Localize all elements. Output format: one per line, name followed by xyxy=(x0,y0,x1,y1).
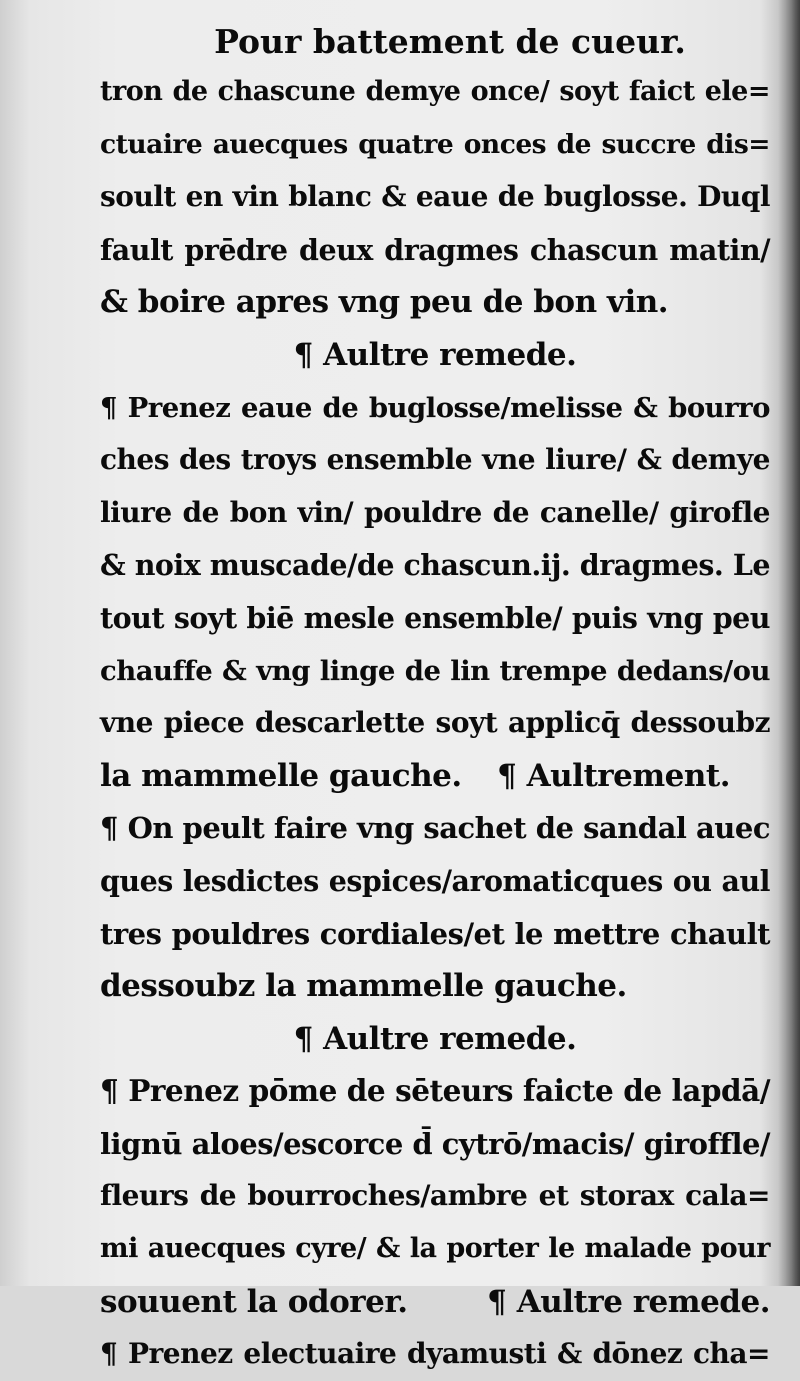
text-line: tron de chascune demye once/ soyt faict ele= xyxy=(100,76,770,107)
text-line: fault prēdre deux dragmes chascun matin/ xyxy=(100,232,770,267)
section-heading: ¶ Aultre remede. xyxy=(487,1283,770,1320)
text-line: la mammelle gauche. xyxy=(100,757,462,794)
text-line: fleurs de bourroches/ambre et storax cala= xyxy=(100,1179,770,1213)
text-line: souuent la odorer. xyxy=(100,1283,408,1320)
text-line: soult en vin blanc & eaue de buglosse. Duql xyxy=(100,180,770,214)
text-line: ¶ Prenez electuaire dyamusti & dōnez cha= xyxy=(100,1337,770,1371)
text-line: ctuaire auecques quatre onces de succre dis= xyxy=(100,128,770,160)
text-line: ¶ Prenez eaue de buglosse/melisse & bourro xyxy=(100,391,770,424)
text-line: & noix muscade/de chascun.ij. dragmes. Le xyxy=(100,548,770,583)
text-line-with-heading xyxy=(100,1276,770,1329)
section-heading: ¶ Aultre remede. xyxy=(293,336,577,373)
text-line: ches des troys ensemble vne liure/ & demye xyxy=(100,443,770,477)
section-heading: ¶ Aultre remede. xyxy=(293,1020,577,1057)
text-line: chauffe & vng linge de lin trempe dedans/ou xyxy=(100,654,770,687)
text-line: tres pouldres cordiales/et le mettre chault xyxy=(100,916,770,951)
text-line: lignū aloes/escorce d̄ cytrō/macis/ giroffle/ xyxy=(100,1126,770,1161)
text-line: & boire apres vng peu de bon vin. xyxy=(100,284,669,321)
text-line: ques lesdictes espices/aromaticques ou aul xyxy=(100,863,770,898)
text-line: ¶ On peult faire vng sachet de sandal auec xyxy=(100,811,770,846)
text-line: ¶ Prenez pōme de sēteurs faicte de lapdā/ xyxy=(100,1073,770,1109)
text-line-with-heading xyxy=(100,750,770,803)
running-head: Pour battement de cueur. xyxy=(214,22,686,61)
text-line: dessoubz la mammelle gauche. xyxy=(100,968,627,1005)
section-heading: ¶ Aultrement. xyxy=(497,757,730,794)
text-line: liure de bon vin/ pouldre de canelle/ girofle xyxy=(100,495,770,529)
text-block xyxy=(100,18,770,1381)
text-line: tout soyt biē mesle ensemble/ puis vng peu xyxy=(100,600,770,635)
text-line: vne piece descarlette soyt applicq̄ dessoubz xyxy=(100,706,770,740)
gutter-shadow xyxy=(778,0,800,1286)
text-line: mi auecques cyre/ & la porter le malade pour xyxy=(100,1233,770,1265)
